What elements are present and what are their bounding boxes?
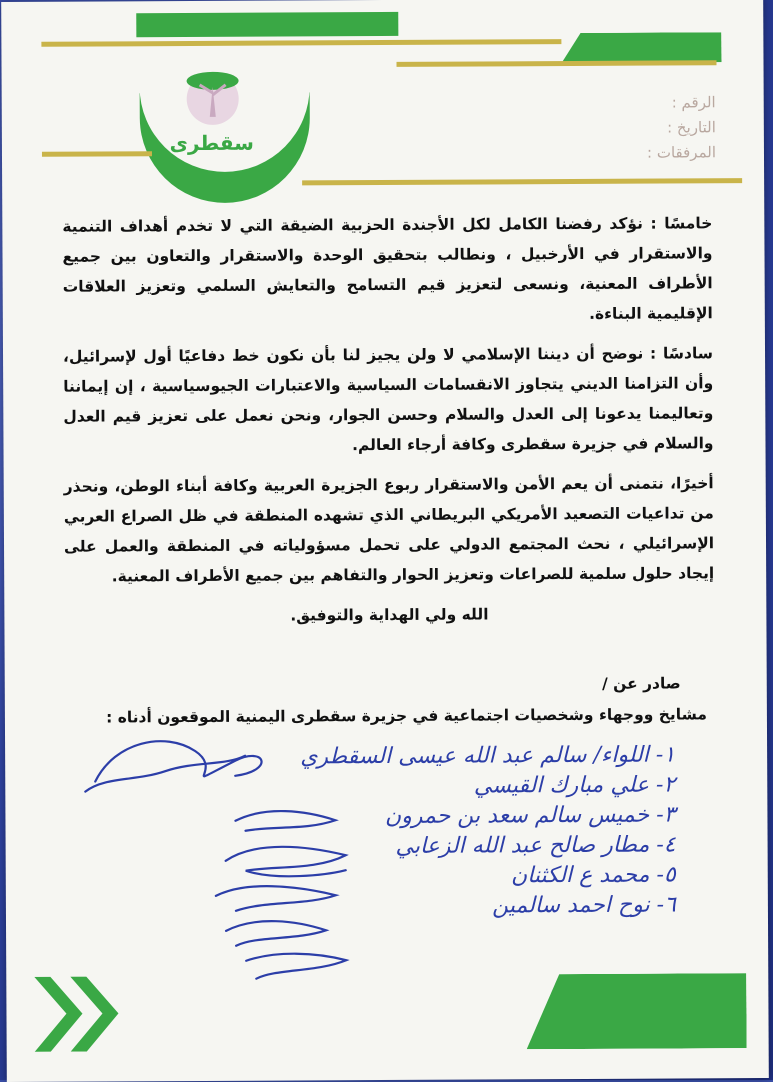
upper-gold-line bbox=[396, 60, 716, 67]
date-label: التاريخ : bbox=[667, 118, 716, 137]
number-label: الرقم : bbox=[671, 93, 716, 112]
signatory-6: ٦- نوح احمد سالمين bbox=[491, 892, 676, 919]
chevron-decoration-left bbox=[26, 976, 146, 1052]
paragraph-fifth: خامسًا : نؤكد رفضنا الكامل لكل الأجندة الحزبية الضيقة التي لا تخدم أهداف التنمية والاستقرار في الأرخبيل ، ونطالب بتحقيق الوحدة والاستقرار والتعاون بين جميع الأطراف المعنية، ونسعى لتعزيز قيم التسامح والتعايش السلمي وتعزيز العلاقات الإقليمية البناءة. bbox=[62, 214, 713, 323]
header-meta bbox=[647, 90, 716, 165]
signatory-4: ٤- مطار صالح عبد الله الزعابي bbox=[395, 832, 676, 859]
bottom-green-bar bbox=[526, 973, 746, 1049]
letter-body bbox=[62, 208, 714, 641]
signature-scribbles bbox=[75, 720, 436, 992]
top-gold-line bbox=[41, 39, 561, 47]
top-right-green-bar bbox=[561, 32, 721, 63]
top-green-bar bbox=[136, 12, 398, 37]
lower-gold-line-left bbox=[42, 151, 152, 157]
attachments-label: المرفقات : bbox=[646, 143, 717, 162]
signatory-2: ٢- علي مبارك القيسي bbox=[473, 772, 676, 799]
issued-by-label: صادر عن / bbox=[602, 674, 681, 693]
lower-gold-line-right bbox=[302, 178, 742, 185]
closing-line: الله ولي الهداية والتوفيق. bbox=[290, 605, 489, 625]
paragraph-finally: أخيرًا، نتمنى أن يعم الأمن والاستقرار ربوع الجزيرة العربية وكافة أبناء الوطن، ونحذر من تداعيات التصعيد الأمريكي البريطاني الذي تشهده المنطقة في ظل الصراع العربي الإسرائيلي ، نحث المجتمع الدولي على تحمل مسؤولياته في المنطقة والعمل على إيجاد حلول سلمية للصراعات وتعزيز الحوار والتفاهم بين جميع الأطراف المعنية. bbox=[63, 474, 715, 586]
signatories-heading: مشايخ ووجهاء وشخصيات اجتماعية في جزيرة سقطرى اليمنية الموقعون أدناه : bbox=[106, 705, 707, 727]
logo-text: سقطرى bbox=[169, 130, 254, 156]
paragraph-sixth: سادسًا : نوضح أن ديننا الإسلامي لا ولن يجيز لنا بأن نكون خط دفاعيًا أول لإسرائيل، وأن التزامنا الديني يتجاوز الانقسامات السياسية والاعتبارات الجيوسياسية ، إن إيماننا وتعاليمنا يدعونا إلى العدل والسلام وحسن الجوار، ونحن نعمل على تعزيز قيم العدل والسلام في جزيرة سقطرى وكافة أرجاء العالم. bbox=[62, 344, 714, 455]
letter-page bbox=[1, 0, 769, 1082]
signatory-5: ٥- محمد ع الكثنان bbox=[510, 862, 676, 889]
signatory-1: ١- اللواء/ سالم عبد الله عيسى السقطري bbox=[300, 742, 676, 770]
signatory-3: ٣- خميس سالم سعد بن حمرون bbox=[384, 802, 676, 830]
tree-icon bbox=[182, 65, 244, 127]
